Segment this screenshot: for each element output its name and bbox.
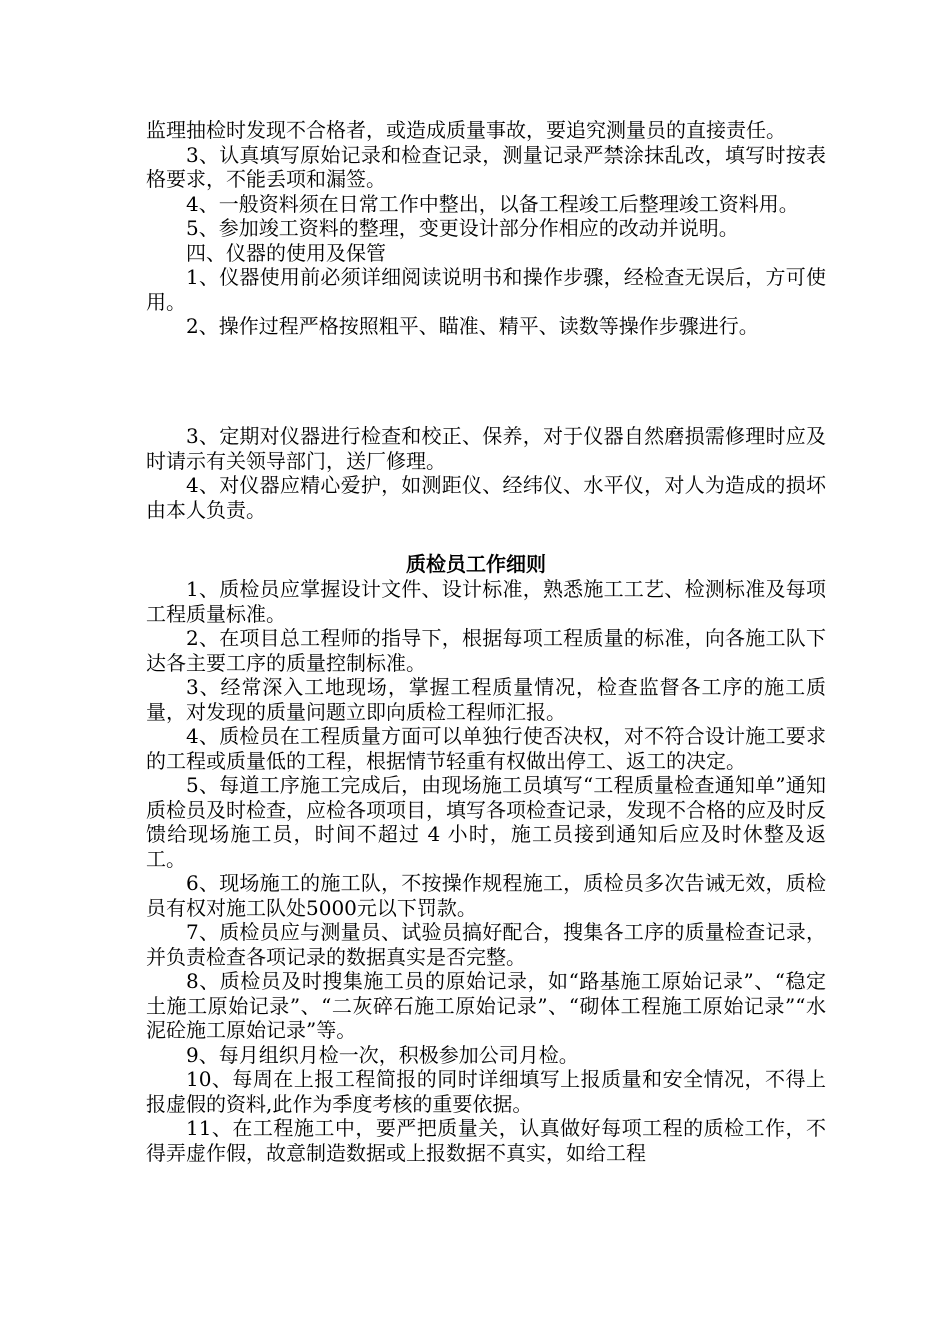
paragraph: 5、每道工序施工完成后，由现场施工员填写“工程质量检查通知单”通知质检员及时检查，应检各项项目，填写各项检查记录，发现不合格的应及时反馈给现场施工员，时间不超过 4 小时，施工员接到通知后应及时休整及返工。	[146, 773, 826, 871]
paragraph: 11、在工程施工中，要严把质量关，认真做好每项工程的质检工作，不得弄虚作假，故意制造数据或上报数据不真实，如给工程	[146, 1116, 826, 1165]
paragraph: 1、仪器使用前必须详细阅读说明书和操作步骤，经检查无误后，方可使用。	[146, 265, 826, 314]
paragraph: 6、现场施工的施工队，不按操作规程施工，质检员多次告诫无效，质检员有权对施工队处5000元以下罚款。	[146, 871, 826, 920]
paragraph: 3、认真填写原始记录和检查记录，测量记录严禁涂抹乱改，填写时按表格要求，不能丢项和漏签。	[146, 142, 826, 191]
paragraph: 4、质检员在工程质量方面可以单独行使否决权，对不符合设计施工要求的工程或质量低的工程，根据情节轻重有权做出停工、返工的决定。	[146, 724, 826, 773]
qc-inspector-rules	[146, 577, 826, 1165]
section-heading: 四、仪器的使用及保管	[186, 240, 386, 265]
paragraph: 8、质检员及时搜集施工员的原始记录，如“路基施工原始记录”、“稳定土施工原始记录”、“二灰碎石施工原始记录”、“砌体工程施工原始记录”“水泥砼施工原始记录”等。	[146, 969, 826, 1042]
survey-duties-continued	[146, 118, 826, 339]
paragraph: 9、每月组织月检一次，积极参加公司月检。	[186, 1042, 579, 1067]
instrument-rules	[146, 424, 826, 522]
paragraph: 2、操作过程严格按照粗平、瞄准、精平、读数等操作步骤进行。	[186, 314, 759, 338]
paragraph: 监理抽检时发现不合格者，或造成质量事故，要追究测量员的直接责任。	[146, 118, 786, 142]
paragraph: 3、定期对仪器进行检查和校正、保养，对于仪器自然磨损需修理时应及时请示有关领导部门，送厂修理。	[146, 424, 826, 473]
paragraph: 4、一般资料须在日常工作中整出，以备工程竣工后整理竣工资料用。	[186, 191, 799, 216]
paragraph: 1、质检员应掌握设计文件、设计标准，熟悉施工工艺、检测标准及每项工程质量标准。	[146, 577, 826, 626]
paragraph: 4、对仪器应精心爱护，如测距仪、经纬仪、水平仪，对人为造成的损坏由本人负责。	[146, 473, 826, 522]
paragraph: 3、经常深入工地现场，掌握工程质量情况，检查监督各工序的施工质量，对发现的质量问题立即向质检工程师汇报。	[146, 675, 826, 724]
paragraph: 10、每周在上报工程简报的同时详细填写上报质量和安全情况，不得上报虚假的资料,此作为季度考核的重要依据。	[146, 1067, 826, 1116]
paragraph: 5、参加竣工资料的整理，变更设计部分作相应的改动并说明。	[186, 216, 739, 240]
paragraph: 2、在项目总工程师的指导下，根据每项工程质量的标准，向各施工队下达各主要工序的质量控制标准。	[146, 626, 826, 675]
page-title: 质检员工作细则	[406, 552, 546, 576]
paragraph: 7、质检员应与测量员、试验员搞好配合，搜集各工序的质量检查记录，并负责检查各项记录的数据真实是否完整。	[146, 920, 826, 969]
